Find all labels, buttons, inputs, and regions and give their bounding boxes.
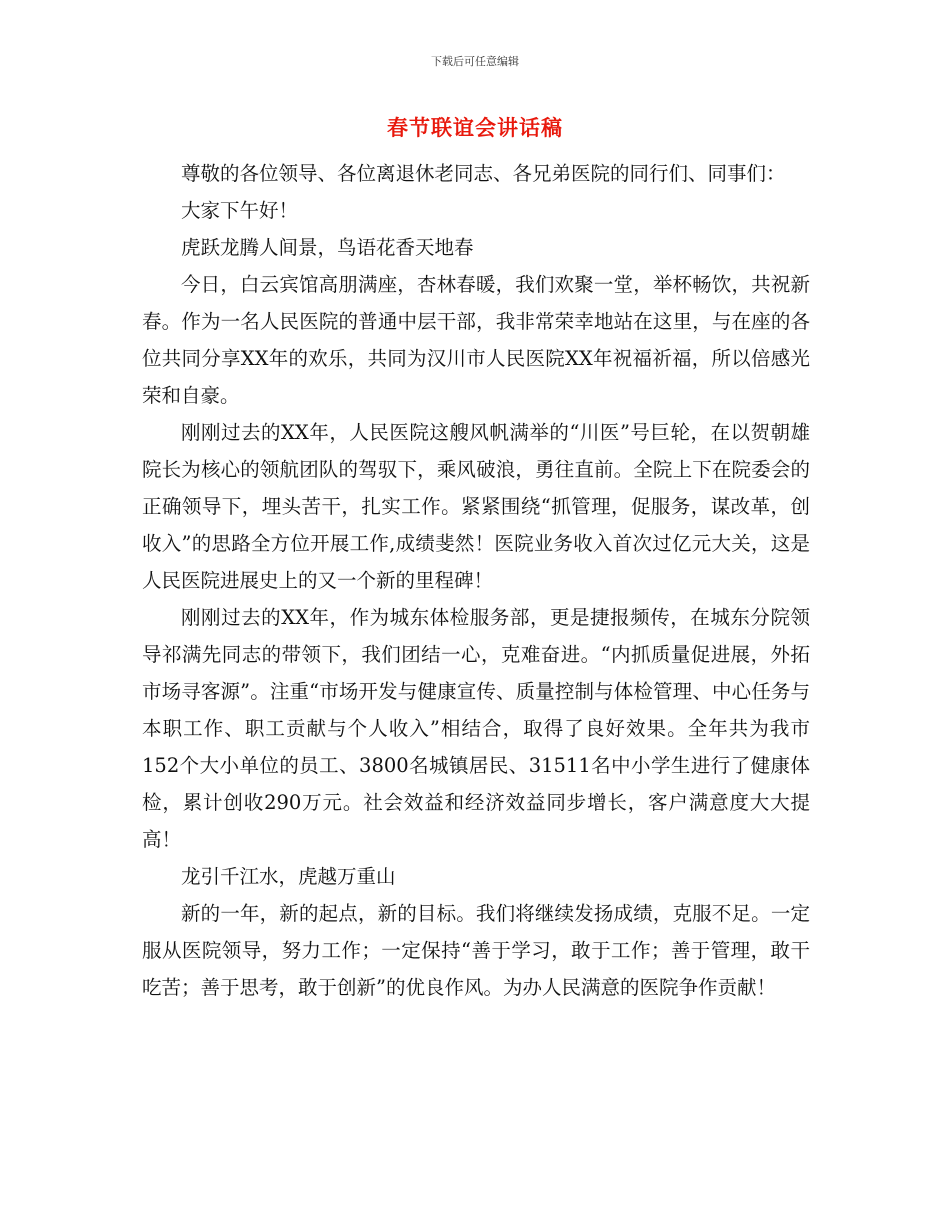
body-paragraph: 刚刚过去的XX年，作为城东体检服务部，更是捷报频传，在城东分院领导祁满先同志的带领下，我们团结一心，克难奋进。“内抓质量促进展，外拓市场寻客源”。注重“市场开发与健康宣传、质量控制与体检管理、中心任务与本职工作、职工贡献与个人收入”相结合，取得了良好效果。全年共为我市152个大小单位的员工、3800名城镇居民、31511名中小学生进行了健康体检，累计创收290万元。社会效益和经济效益同步增长，客户满意度大大提高！ — [142, 606, 810, 851]
salutation-paragraph: 尊敬的各位领导、各位离退休老同志、各兄弟医院的同行们、同事们： — [181, 162, 786, 185]
body-paragraph: 今日，白云宾馆高朋满座，杏林春暖，我们欢聚一堂，举杯畅饮，共祝新春。作为一名人民医院的普通中层干部，我非常荣幸地站在这里，与在座的各位共同分享XX年的欢乐，共同为汉川市人民医院XX年祝福祈福，所以倍感光荣和自豪。 — [142, 273, 810, 407]
couplet-paragraph: 龙引千江水，虎越万重山 — [181, 865, 396, 888]
greeting-paragraph: 大家下午好！ — [181, 199, 299, 222]
document-body — [142, 155, 810, 1006]
couplet-paragraph: 虎跃龙腾人间景，鸟语花香天地春 — [181, 236, 474, 259]
body-paragraph: 刚刚过去的XX年，人民医院这艘风帆满举的“川医”号巨轮，在以贺朝雄院长为核心的领航团队的驾驭下，乘风破浪，勇往直前。全院上下在院委会的正确领导下，埋头苦干，扎实工作。紧紧围绕“抓管理，促服务，谋改革，创收入”的思路全方位开展工作,成绩斐然！医院业务收入首次过亿元大关，这是人民医院进展史上的又一个新的里程碑！ — [142, 421, 810, 592]
closing-paragraph: 新的一年，新的起点，新的目标。我们将继续发扬成绩，克服不足。一定服从医院领导，努力工作；一定保持“善于学习，敢于工作；善于管理，敢干吃苦；善于思考，敢于创新”的优良作风。为办人民满意的医院争作贡献！ — [142, 902, 810, 999]
header-note: 下载后可任意编辑 — [431, 55, 519, 68]
document-title: 春节联谊会讲话稿 — [387, 116, 563, 140]
